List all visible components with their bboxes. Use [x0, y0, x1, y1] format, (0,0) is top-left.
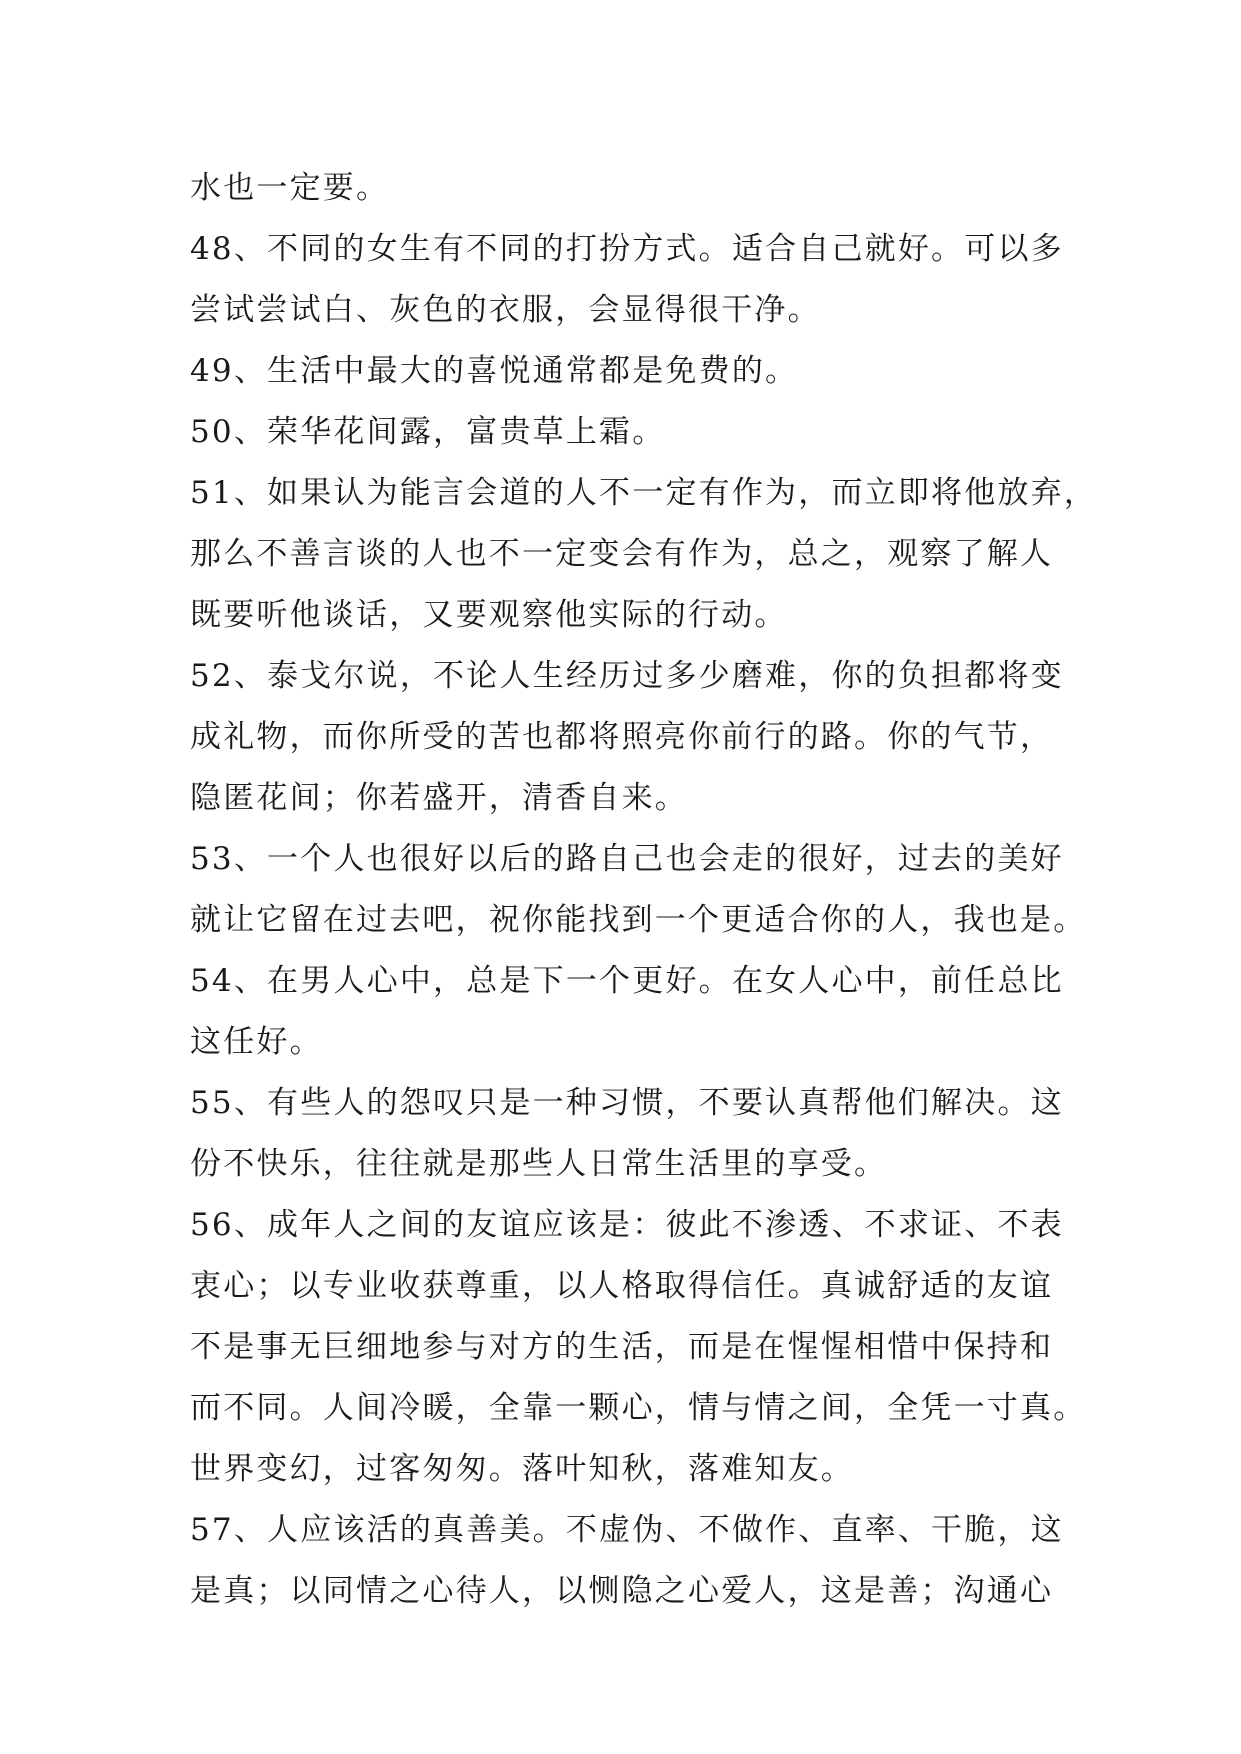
text-line: 既要听他谈话，又要观察他实际的行动。	[190, 597, 788, 633]
text-line: 不是事无巨细地参与对方的生活，而是在惺惺相惜中保持和	[190, 1329, 1054, 1365]
text-line: 那么不善言谈的人也不一定变会有作为，总之，观察了解人	[190, 536, 1054, 572]
text-line: 55、有些人的怨叹只是一种习惯，不要认真帮他们解决。这	[190, 1085, 1064, 1121]
text-line: 份不快乐，往往就是那些人日常生活里的享受。	[190, 1146, 888, 1182]
text-line: 世界变幻，过客匆匆。落叶知秋，落难知友。	[190, 1451, 854, 1487]
text-line: 53、一个人也很好以后的路自己也会走的很好，过去的美好	[190, 841, 1064, 877]
text-line: 而不同。人间冷暖，全靠一颗心，情与情之间，全凭一寸真。	[190, 1390, 1087, 1426]
text-line: 是真；以同情之心待人，以恻隐之心爱人，这是善；沟通心	[190, 1573, 1054, 1609]
text-line: 57、人应该活的真善美。不虚伪、不做作、直率、干脆，这	[190, 1512, 1064, 1548]
body-text	[190, 158, 1098, 1622]
text-line: 衷心；以专业收获尊重，以人格取得信任。真诚舒适的友谊	[190, 1268, 1054, 1304]
text-line: 水也一定要。	[190, 170, 390, 206]
text-line: 48、不同的女生有不同的打扮方式。适合自己就好。可以多	[190, 231, 1064, 267]
text-line: 尝试尝试白、灰色的衣服，会显得很干净。	[190, 292, 821, 328]
text-line: 这任好。	[190, 1024, 323, 1060]
text-line: 50、荣华花间露，富贵草上霜。	[190, 414, 666, 450]
text-line: 52、泰戈尔说，不论人生经历过多少磨难，你的负担都将变	[190, 658, 1064, 694]
text-line: 51、如果认为能言会道的人不一定有作为，而立即将他放弃，	[190, 475, 1098, 511]
text-line: 成礼物，而你所受的苦也都将照亮你前行的路。你的气节，	[190, 719, 1054, 755]
text-line: 就让它留在过去吧，祝你能找到一个更适合你的人，我也是。	[190, 902, 1087, 938]
text-line: 56、成年人之间的友谊应该是：彼此不渗透、不求证、不表	[190, 1207, 1064, 1243]
text-line: 49、生活中最大的喜悦通常都是免费的。	[190, 353, 799, 389]
text-line: 54、在男人心中，总是下一个更好。在女人心中，前任总比	[190, 963, 1064, 999]
text-line: 隐匿花间；你若盛开，清香自来。	[190, 780, 688, 816]
